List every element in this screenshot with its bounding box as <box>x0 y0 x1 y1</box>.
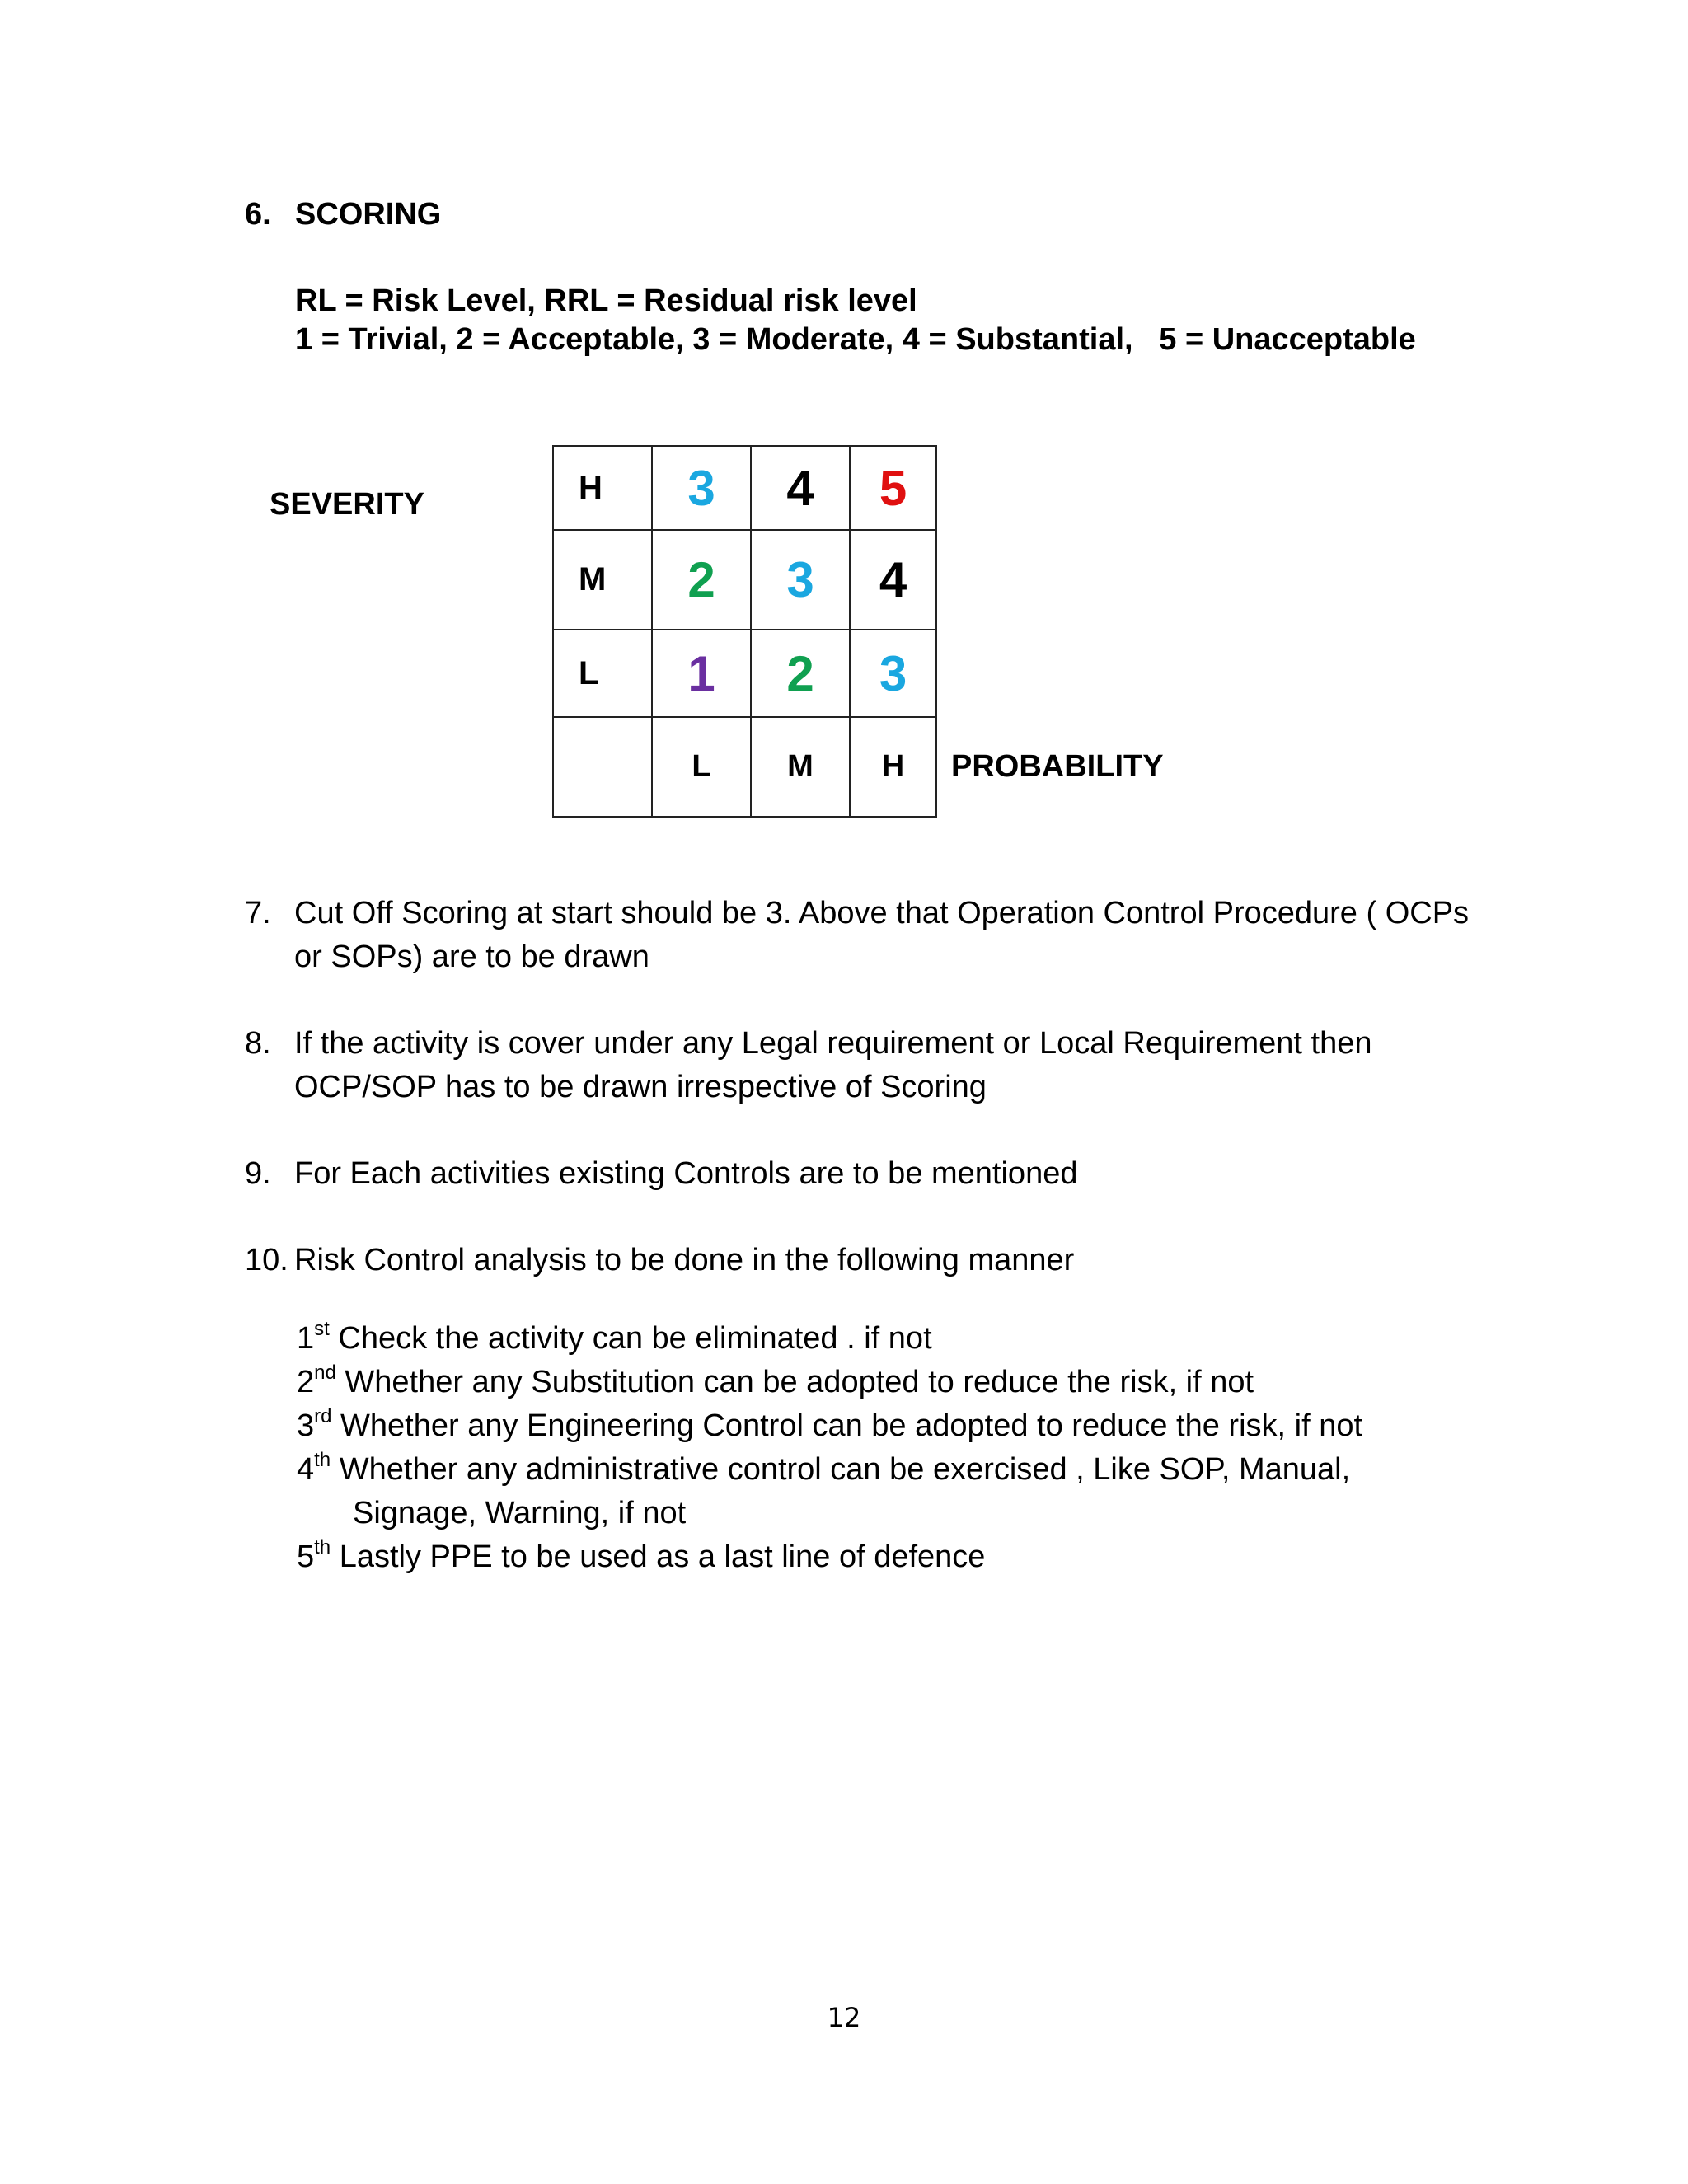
score-cell: 1 <box>652 630 751 717</box>
probability-high-label: H <box>850 717 936 817</box>
matrix-row-low <box>553 630 936 717</box>
step-ordinal: st <box>314 1318 330 1340</box>
matrix-row-high <box>553 446 936 530</box>
matrix-probability-row <box>553 717 936 817</box>
list-item <box>245 1239 1531 1284</box>
score-cell: 3 <box>751 530 850 630</box>
probability-label: PROBABILITY <box>951 749 1164 784</box>
step-number: 4 <box>297 1452 315 1487</box>
step-text: Whether any Engineering Control can be adopted to reduce the risk, if not <box>331 1408 1363 1443</box>
empty-corner-cell <box>553 717 652 817</box>
step-ordinal: nd <box>314 1361 336 1384</box>
list-item <box>245 892 1531 982</box>
step-number: 2 <box>297 1365 315 1399</box>
list-item <box>245 1152 1531 1197</box>
step-line <box>297 1404 1533 1448</box>
probability-medium-label: M <box>751 717 850 817</box>
step-text: Check the activity can be eliminated . if not <box>329 1321 932 1356</box>
item-number: 10. <box>245 1243 288 1277</box>
step-continuation: Signage, Warning, if not <box>353 1496 687 1530</box>
item-number: 8. <box>245 1026 271 1061</box>
step-line <box>297 1535 1533 1579</box>
item-number: 9. <box>245 1156 271 1191</box>
severity-low-label: L <box>553 630 652 717</box>
step-number: 5 <box>297 1540 315 1574</box>
definition-line: RL = Risk Level, RRL = Residual risk level <box>295 284 917 318</box>
step-text: Whether any administrative control can be exercised , Like SOP, Manual, <box>331 1452 1351 1487</box>
step-ordinal: th <box>314 1536 331 1558</box>
score-cell: 3 <box>652 446 751 530</box>
risk-matrix <box>552 445 937 818</box>
page-number: 12 <box>827 2002 861 2033</box>
matrix-row-medium <box>553 530 936 630</box>
step-number: 3 <box>297 1408 315 1443</box>
item-text: Risk Control analysis to be done in the following manner <box>294 1243 1075 1277</box>
definitions <box>295 282 1416 359</box>
step-ordinal: rd <box>314 1405 332 1427</box>
step-number: 1 <box>297 1321 315 1356</box>
section-number: 6. <box>245 197 271 232</box>
definition-line: 1 = Trivial, 2 = Acceptable, 3 = Moderate, 4 = Substantial, 5 = Unacceptable <box>295 322 1416 357</box>
item-text: If the activity is cover under any Legal requirement or Local Requirement then OCP/SOP has to be drawn irrespective of Scoring <box>294 1026 1372 1104</box>
step-ordinal: th <box>314 1449 331 1471</box>
score-cell: 4 <box>850 530 936 630</box>
severity-high-label: H <box>553 446 652 530</box>
severity-label: SEVERITY <box>270 487 424 522</box>
score-cell: 2 <box>652 530 751 630</box>
step-line <box>297 1448 1533 1492</box>
step-line <box>297 1317 1533 1361</box>
list-item <box>245 1022 1531 1113</box>
probability-low-label: L <box>652 717 751 817</box>
score-cell: 2 <box>751 630 850 717</box>
control-steps <box>297 1317 1533 1579</box>
item-number: 7. <box>245 896 271 930</box>
score-cell: 4 <box>751 446 850 530</box>
step-line <box>297 1361 1533 1404</box>
score-cell: 3 <box>850 630 936 717</box>
item-text: For Each activities existing Controls are to be mentioned <box>294 1156 1078 1191</box>
score-cell: 5 <box>850 446 936 530</box>
step-text: Lastly PPE to be used as a last line of defence <box>331 1540 986 1574</box>
step-text: Whether any Substitution can be adopted to reduce the risk, if not <box>335 1365 1254 1399</box>
severity-medium-label: M <box>553 530 652 630</box>
item-text: Cut Off Scoring at start should be 3. Above that Operation Control Procedure ( OCPs or SOPs) are to be drawn <box>294 896 1470 974</box>
section-title: SCORING <box>295 197 442 232</box>
